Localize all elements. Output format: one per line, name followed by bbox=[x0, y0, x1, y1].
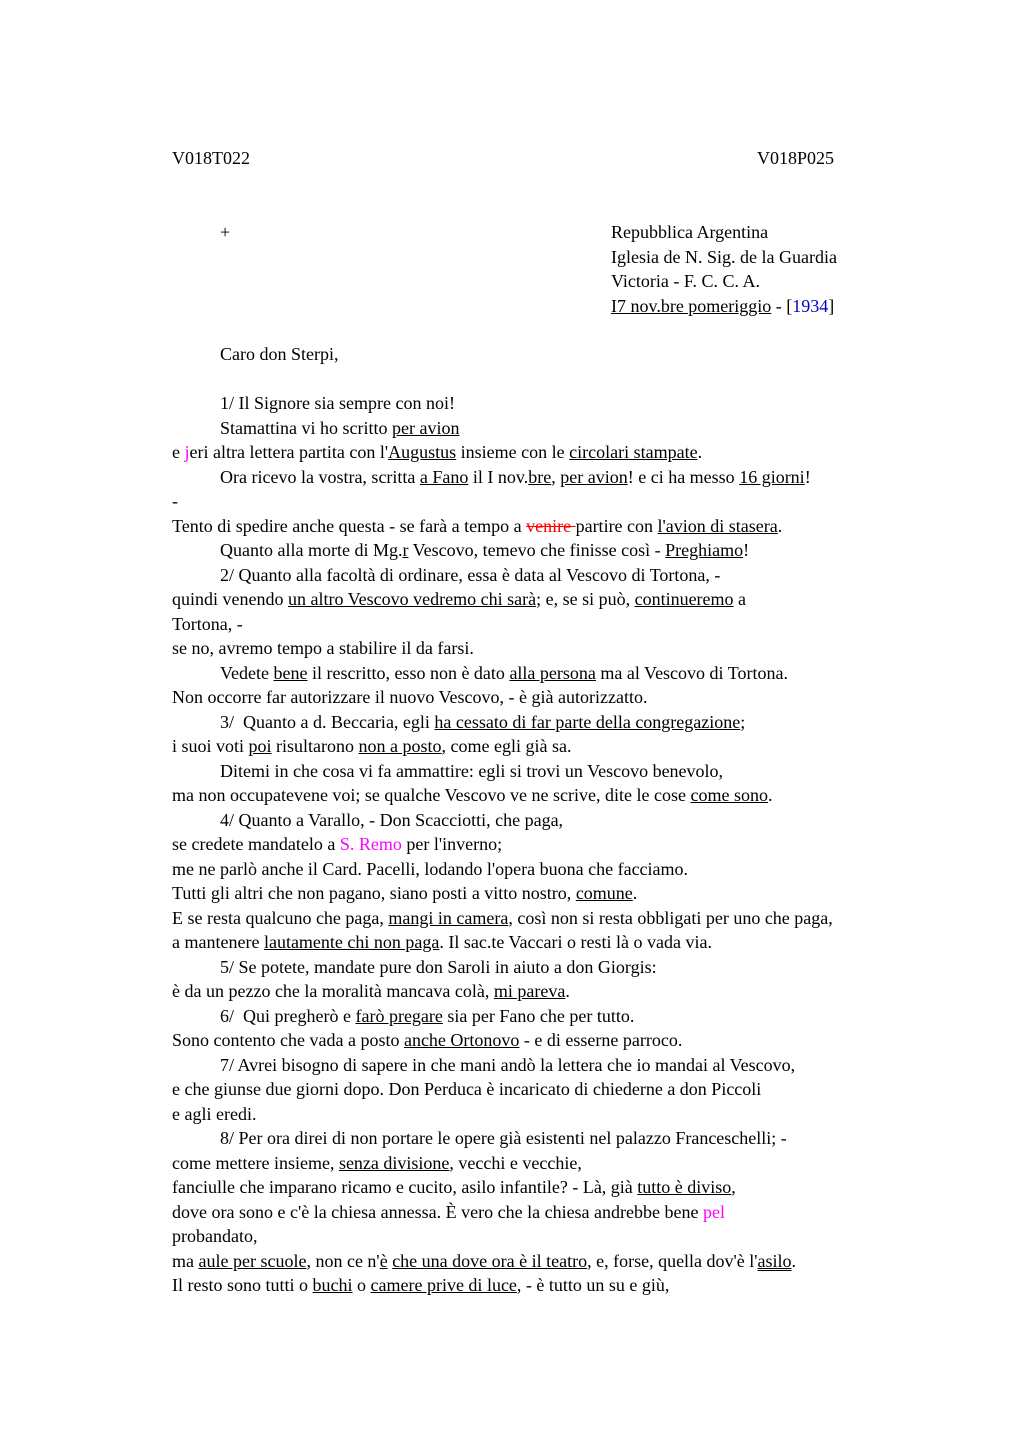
text-span: partire con bbox=[575, 515, 658, 536]
underlined-text: un altro Vescovo vedremo chi sarà bbox=[287, 589, 537, 609]
text-span: i suoi voti bbox=[172, 736, 249, 756]
text-span: insieme con le bbox=[456, 442, 570, 462]
underlined-text: è bbox=[379, 1250, 388, 1271]
underlined-text: farò pregare bbox=[355, 1005, 443, 1026]
address-church: Iglesia de N. Sig. de la Guardia bbox=[611, 246, 837, 267]
text-line bbox=[172, 1175, 972, 1200]
letter-body bbox=[172, 342, 972, 1298]
underlined-text: a Fano bbox=[419, 466, 469, 487]
text-span: Tutti gli altri che non pagano, siano posti a vitto nostro, bbox=[172, 883, 576, 903]
underlined-text: continueremo bbox=[634, 589, 734, 609]
text-span: , - è tutto un su e giù, bbox=[516, 1275, 670, 1295]
text-span: risultarono bbox=[271, 736, 359, 756]
salutation: Caro don Sterpi, bbox=[220, 344, 339, 364]
underlined-text: r bbox=[402, 540, 409, 560]
document-code-left: V018T022 bbox=[172, 148, 250, 168]
text-span: Ora ricevo la vostra, scritta bbox=[220, 466, 420, 487]
text-span: Vedete bbox=[220, 662, 274, 683]
address-country: Repubblica Argentina bbox=[611, 222, 769, 242]
text-line bbox=[172, 661, 972, 686]
underlined-text: circolari stampate bbox=[569, 442, 698, 462]
text-line: 7/ Avrei bisogno di sapere in che mani andò la lettera che io mandai al Vescovo, bbox=[220, 1054, 796, 1075]
text-span: . Il sac.te Vaccari o resti là o vada via. bbox=[439, 932, 712, 952]
text-span: Vescovo, temevo che finisse così - bbox=[408, 540, 666, 560]
text-span: , bbox=[551, 466, 561, 487]
date-bracket: ] bbox=[828, 295, 835, 316]
text-span: eri altra lettera partita con l' bbox=[189, 442, 389, 462]
text-span: a mantenere bbox=[172, 932, 264, 952]
text-span: . bbox=[791, 1250, 797, 1271]
text-span: il I nov. bbox=[468, 466, 529, 487]
text-line bbox=[172, 1273, 972, 1298]
underlined-text: anche Ortonovo bbox=[403, 1030, 520, 1050]
text-span: il rescritto, esso non è dato bbox=[307, 662, 510, 683]
text-line bbox=[172, 881, 972, 906]
text-line bbox=[172, 930, 972, 955]
underlined-text: bre bbox=[528, 466, 552, 487]
year-annotation: 1934 bbox=[792, 295, 829, 316]
underlined-text: mangi in camera bbox=[388, 907, 509, 928]
annotated-place: S. Remo bbox=[339, 834, 402, 854]
address-block bbox=[611, 220, 837, 318]
text-span: ! bbox=[743, 540, 750, 560]
address-date bbox=[611, 294, 837, 319]
text-span: dove ora sono e c'è la chiesa annessa. È vero che la chiesa andrebbe bene bbox=[172, 1201, 703, 1222]
text-span: . bbox=[697, 442, 703, 462]
underlined-text: come sono bbox=[690, 785, 768, 805]
underlined-text: per avion bbox=[560, 466, 628, 487]
text-line bbox=[172, 783, 972, 808]
text-span: fanciulle che imparano ricamo e cucito, asilo infantile? - Là, già bbox=[172, 1177, 638, 1197]
text-span: Sono contento che vada a posto bbox=[172, 1030, 404, 1050]
underlined-text: comune bbox=[575, 883, 633, 903]
struck-text: venire bbox=[526, 515, 576, 536]
underlined-text: non a posto bbox=[358, 736, 442, 756]
text-span: E se resta qualcuno che paga, bbox=[172, 907, 389, 928]
double-underlined-text: asilo bbox=[757, 1250, 792, 1271]
text-line bbox=[172, 1200, 972, 1225]
text-span: per l'inverno; bbox=[401, 834, 503, 854]
text-span: Il resto sono tutti o bbox=[172, 1275, 313, 1295]
text-line bbox=[172, 440, 972, 465]
text-span: . bbox=[767, 785, 773, 805]
text-span: quindi venendo bbox=[172, 589, 288, 609]
text-line: 1/ Il Signore sia sempre con noi! bbox=[220, 393, 455, 413]
text-span: a bbox=[733, 589, 747, 609]
date-separator: - [ bbox=[771, 295, 793, 316]
text-span: Tento di spedire anche questa - se farà a tempo a bbox=[172, 515, 527, 536]
text-line bbox=[172, 465, 972, 490]
text-span: Quanto alla morte di Mg. bbox=[220, 540, 403, 560]
underlined-text: che una dove ora è il teatro bbox=[392, 1250, 588, 1271]
underlined-text: tutto è diviso bbox=[637, 1177, 732, 1197]
text-line: probandato, bbox=[172, 1226, 258, 1246]
text-line bbox=[172, 514, 972, 539]
text-span: ma non occupatevene voi; se qualche Vescovo ve ne scrive, dite le cose bbox=[172, 785, 691, 805]
underlined-text: mi pareva bbox=[493, 981, 566, 1001]
text-line bbox=[172, 710, 972, 735]
text-line bbox=[172, 1004, 972, 1029]
annotated-letter: j bbox=[184, 442, 190, 462]
address-town: Victoria - F. C. C. A. bbox=[611, 271, 760, 291]
underlined-text: senza divisione bbox=[338, 1152, 450, 1173]
text-line bbox=[172, 587, 972, 612]
text-line: Tortona, - bbox=[172, 613, 243, 634]
text-span: e bbox=[172, 442, 185, 462]
text-line: 8/ Per ora direi di non portare le opere già esistenti nel palazzo Franceschelli; - bbox=[220, 1128, 787, 1148]
underlined-text: Augustus bbox=[388, 442, 457, 462]
underlined-text: camere prive di luce bbox=[370, 1275, 517, 1295]
text-line bbox=[172, 906, 972, 931]
underlined-text: l'avion di stasera bbox=[657, 515, 778, 536]
blank-line bbox=[172, 367, 972, 392]
text-span: o bbox=[352, 1275, 371, 1295]
text-span: ! bbox=[804, 466, 811, 487]
text-line: 4/ Quanto a Varallo, - Don Scacciotti, che paga, bbox=[220, 809, 564, 830]
underlined-text: 16 giorni bbox=[739, 466, 805, 487]
text-span: , come egli già sa. bbox=[441, 736, 572, 756]
text-line bbox=[172, 979, 972, 1004]
text-span: ma al Vescovo di Tortona. bbox=[595, 662, 788, 683]
text-span: - e di esserne parroco. bbox=[519, 1030, 683, 1050]
text-line bbox=[172, 832, 972, 857]
cross-symbol: + bbox=[220, 222, 231, 242]
text-span: , vecchi e vecchie, bbox=[449, 1152, 582, 1173]
text-span: . bbox=[777, 515, 783, 536]
document-code-right: V018P025 bbox=[757, 148, 835, 168]
text-span: se credete mandatelo a bbox=[172, 834, 340, 854]
text-span: , e, forse, quella dov'è l' bbox=[587, 1250, 758, 1271]
underlined-text: ha cessato di far parte della congregazione bbox=[434, 711, 741, 732]
text-line: 5/ Se potete, mandate pure don Saroli in aiuto a don Giorgis: bbox=[220, 956, 657, 977]
text-span: è da un pezzo che la moralità mancava colà, bbox=[172, 981, 494, 1001]
text-span: ; bbox=[740, 711, 746, 732]
underlined-text: buchi bbox=[312, 1275, 353, 1295]
text-span: come mettere insieme, bbox=[172, 1152, 339, 1173]
annotated-word: pel bbox=[703, 1201, 725, 1222]
text-line bbox=[172, 734, 972, 759]
underlined-text: per avion bbox=[391, 417, 460, 438]
text-line: e agli eredi. bbox=[172, 1103, 257, 1124]
text-span: 3/ Quanto a d. Beccaria, egli bbox=[220, 711, 435, 732]
text-span: sia per Fano che per tutto. bbox=[442, 1005, 635, 1026]
text-line: - bbox=[172, 491, 178, 511]
text-span: ma bbox=[172, 1250, 199, 1271]
text-span: 6/ Qui pregherò e bbox=[220, 1005, 356, 1026]
text-line bbox=[172, 538, 972, 563]
text-span: , non ce n' bbox=[306, 1250, 380, 1271]
underlined-text: bene bbox=[273, 662, 308, 683]
text-line: Non occorre far autorizzare il nuovo Vescovo, - è già autorizzatto. bbox=[172, 687, 648, 707]
underlined-text: aule per scuole bbox=[198, 1250, 307, 1271]
text-line: e che giunse due giorni dopo. Don Perduca è incaricato di chiederne a don Piccoli bbox=[172, 1079, 762, 1099]
text-span: ; e, se si può, bbox=[536, 589, 635, 609]
text-line bbox=[172, 1028, 972, 1053]
underlined-text: lautamente chi non paga bbox=[263, 932, 440, 952]
text-line: 2/ Quanto alla facoltà di ordinare, essa è data al Vescovo di Tortona, - bbox=[220, 564, 721, 585]
text-line: se no, avremo tempo a stabilire il da farsi. bbox=[172, 638, 474, 658]
underlined-text: poi bbox=[248, 736, 272, 756]
text-line bbox=[172, 1151, 972, 1176]
text-span: , così non si resta obbligati per uno che paga, bbox=[508, 907, 833, 928]
text-span: Stamattina vi ho scritto bbox=[220, 417, 392, 438]
text-line bbox=[172, 1249, 972, 1274]
text-line: Ditemi in che cosa vi fa ammattire: egli si trovi un Vescovo benevolo, bbox=[220, 760, 724, 781]
date-text: I7 nov.bre pomeriggio bbox=[611, 295, 772, 316]
text-span: . bbox=[565, 981, 570, 1001]
text-span: ! e ci ha messo bbox=[627, 466, 740, 487]
text-span: . bbox=[632, 883, 638, 903]
underlined-text: alla persona bbox=[509, 662, 596, 683]
text-line: me ne parlò anche il Card. Pacelli, lodando l'opera buona che facciamo. bbox=[172, 858, 689, 879]
text-span: , bbox=[731, 1177, 736, 1197]
underlined-text: Preghiamo bbox=[665, 540, 744, 560]
text-line bbox=[172, 416, 972, 441]
